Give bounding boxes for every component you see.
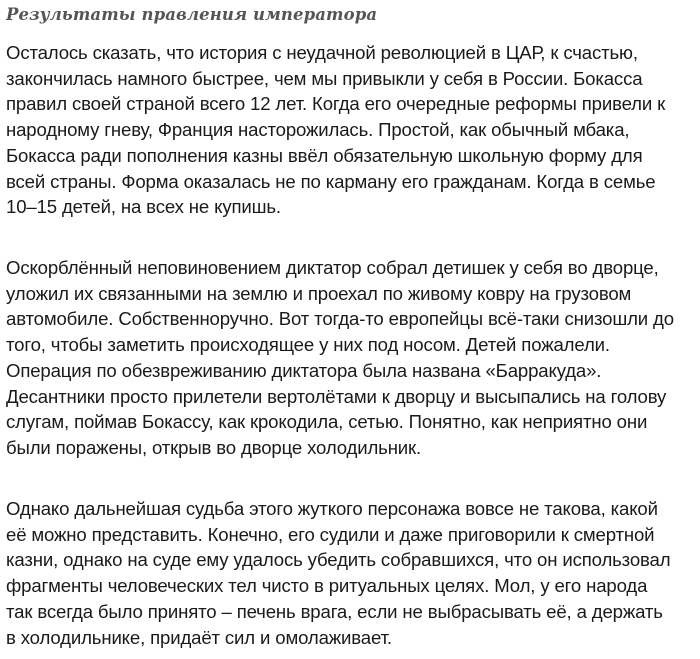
paragraph-line: Бокасса ради пополнения казны ввёл обязательную школьную форму для (6, 144, 643, 166)
section-heading: Результаты правления императора (6, 5, 378, 24)
paragraph-line: того, чтобы заметить происходящее у них под носом. Детей пожалели. (6, 334, 610, 356)
paragraph-line: в холодильнике, придаёт сил и омолаживает. (6, 626, 392, 648)
paragraph-line: народному гневу, Франция насторожилась. Простой, как обычный мбака, (6, 119, 630, 141)
paragraph-line: Однако дальнейшая судьба этого жуткого персонажа вовсе не такова, какой (6, 498, 658, 519)
paragraph-line: фрагменты человеческих тел чисто в ритуальных целях. Мол, у его народа (6, 575, 648, 597)
paragraph-line: правил своей страной всего 12 лет. Когда его очередные реформы привели к (6, 93, 666, 115)
paragraph-line: 10–15 детей, на всех не купишь. (6, 196, 281, 218)
paragraph-line: слугам, поймав Бокассу, как крокодила, сетью. Понятно, как неприятно они (6, 411, 648, 433)
article-body (6, 0, 696, 648)
paragraph-line: её можно представить. Конечно, его судили и даже приговорили к смертной (6, 523, 655, 545)
paragraph-line: закончилась намного быстрее, чем мы привыкли у себя в России. Бокасса (6, 67, 643, 89)
paragraph-1 (6, 40, 665, 220)
paragraph-line: были поражены, открыв во дворце холодильник. (6, 436, 422, 458)
paragraph-line: Операция по обезвреживанию диктатора была названа «Барракуда». (6, 359, 602, 381)
paragraph-line: всей страны. Форма оказалась не по карману его гражданам. Когда в семье (6, 170, 656, 192)
paragraph-line: автомобиле. Собственноручно. Вот тогда-то европейцы всё-таки снизошли до (6, 308, 674, 330)
paragraph-line: Оскорблённый неповиновением диктатор собрал детишек у себя во дворце, (6, 257, 659, 278)
paragraph-3 (6, 496, 670, 650)
paragraph-line: Десантники просто прилетели вертолётами к дворцу и высыпались на голову (6, 385, 667, 407)
paragraph-line: Осталось сказать, что история с неудачной революцией в ЦАР, к счастью, (6, 42, 638, 63)
paragraph-2 (6, 255, 674, 461)
paragraph-line: казни, однако на суде ему удалось убедить собравшихся, что он использовал (6, 549, 671, 571)
paragraph-line: уложил их связанными на землю и проехал по живому ковру на грузовом (6, 282, 632, 304)
paragraph-line: так всегда было принято – печень врага, если не выбрасывать её, а держать (6, 600, 663, 622)
